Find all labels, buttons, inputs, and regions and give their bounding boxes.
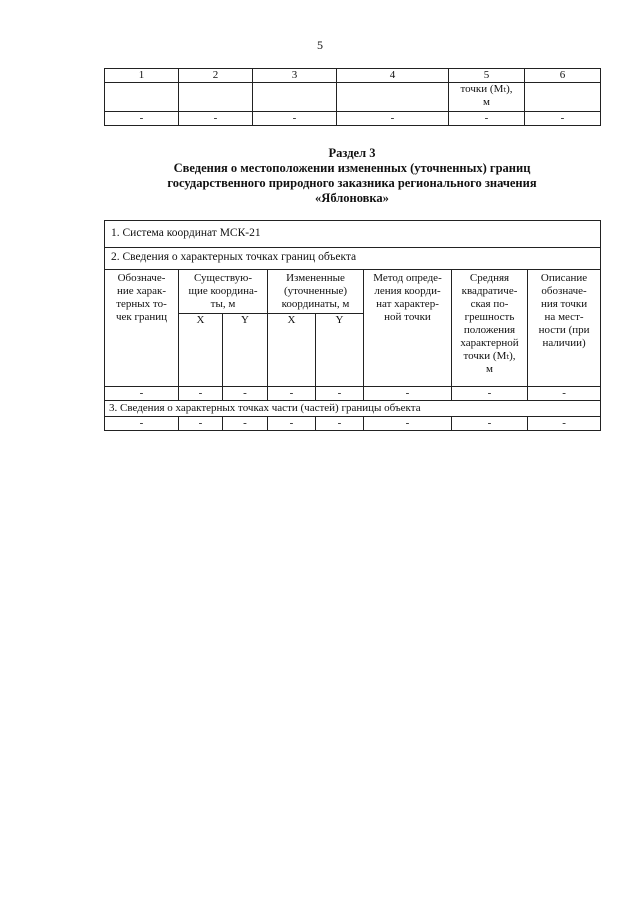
dash-cell: - xyxy=(337,112,449,126)
subheader-x-existing: X xyxy=(179,314,223,387)
dash-cell: - xyxy=(253,112,337,126)
header-point-designation: Обозначе- ние харак- терных то- чек границ xyxy=(105,270,179,387)
dash-row xyxy=(105,112,601,126)
col-num-5: 5 xyxy=(449,69,525,83)
subheader-x-changed: X xyxy=(268,314,316,387)
dash-cell: - xyxy=(452,387,528,401)
dash-cell: - xyxy=(179,417,223,431)
cont-cell-3 xyxy=(253,83,337,112)
dash-cell: - xyxy=(316,387,364,401)
cont-cell-1 xyxy=(105,83,179,112)
col-num-1: 1 xyxy=(105,69,179,83)
coordinate-system: 1. Система координат МСК-21 xyxy=(105,221,601,248)
cont-cell-6 xyxy=(525,83,601,112)
section-heading xyxy=(104,146,600,206)
coordinate-system-row xyxy=(105,221,601,248)
boundary-points-table xyxy=(104,220,601,431)
section-line-3: «Яблоновка» xyxy=(315,191,389,205)
continued-table xyxy=(104,68,601,126)
dash-cell: - xyxy=(452,417,528,431)
dash-cell: - xyxy=(316,417,364,431)
header-method: Метод опреде- ления коорди- нат характер- ной точки xyxy=(364,270,452,387)
dash-cell: - xyxy=(179,112,253,126)
page-number: 5 xyxy=(317,38,323,52)
dash-cell: - xyxy=(105,417,179,431)
header-continuation-row xyxy=(105,83,601,112)
subheader-y-existing: Y xyxy=(223,314,268,387)
subheader-y-changed: Y xyxy=(316,314,364,387)
dash-cell: - xyxy=(268,417,316,431)
dash-row xyxy=(105,417,601,431)
col-num-4: 4 xyxy=(337,69,449,83)
header-description: Описание обозначе- ния точки на мест- ности (при наличии) xyxy=(528,270,601,387)
part-points-title: 3. Сведения о характерных точках части (частей) границы объекта xyxy=(105,401,601,417)
dash-cell: - xyxy=(525,112,601,126)
col-num-3: 3 xyxy=(253,69,337,83)
dash-cell: - xyxy=(528,387,601,401)
dash-cell: - xyxy=(223,387,268,401)
section-title: Раздел 3 xyxy=(328,146,376,160)
dash-cell: - xyxy=(364,417,452,431)
boundary-points-title-row xyxy=(105,248,601,270)
header-mean-error: Средняя квадратиче- ская по- грешность положения характерной точки (Mₜ), м xyxy=(452,270,528,387)
header-changed-coords: Измененные (уточненные) координаты, м xyxy=(268,270,364,314)
dash-cell: - xyxy=(449,112,525,126)
dash-cell: - xyxy=(105,387,179,401)
part-points-title-row xyxy=(105,401,601,417)
boundary-points-title: 2. Сведения о характерных точках границ объекта xyxy=(105,248,601,270)
col-num-6: 6 xyxy=(525,69,601,83)
header-existing-coords: Существую- щие координа- ты, м xyxy=(179,270,268,314)
cont-cell-4 xyxy=(337,83,449,112)
cont-cell-5: точки (Mₜ), м xyxy=(449,83,525,112)
col-num-2: 2 xyxy=(179,69,253,83)
section-line-1: Сведения о местоположении измененных (уточненных) границ xyxy=(173,161,531,175)
dash-cell: - xyxy=(268,387,316,401)
dash-cell: - xyxy=(528,417,601,431)
section-line-2: государственного природного заказника регионального значения xyxy=(167,176,537,190)
dash-cell: - xyxy=(223,417,268,431)
cont-cell-2 xyxy=(179,83,253,112)
dash-row xyxy=(105,387,601,401)
dash-cell: - xyxy=(179,387,223,401)
dash-cell: - xyxy=(105,112,179,126)
table-header-row xyxy=(105,270,601,314)
dash-cell: - xyxy=(364,387,452,401)
column-number-row xyxy=(105,69,601,83)
